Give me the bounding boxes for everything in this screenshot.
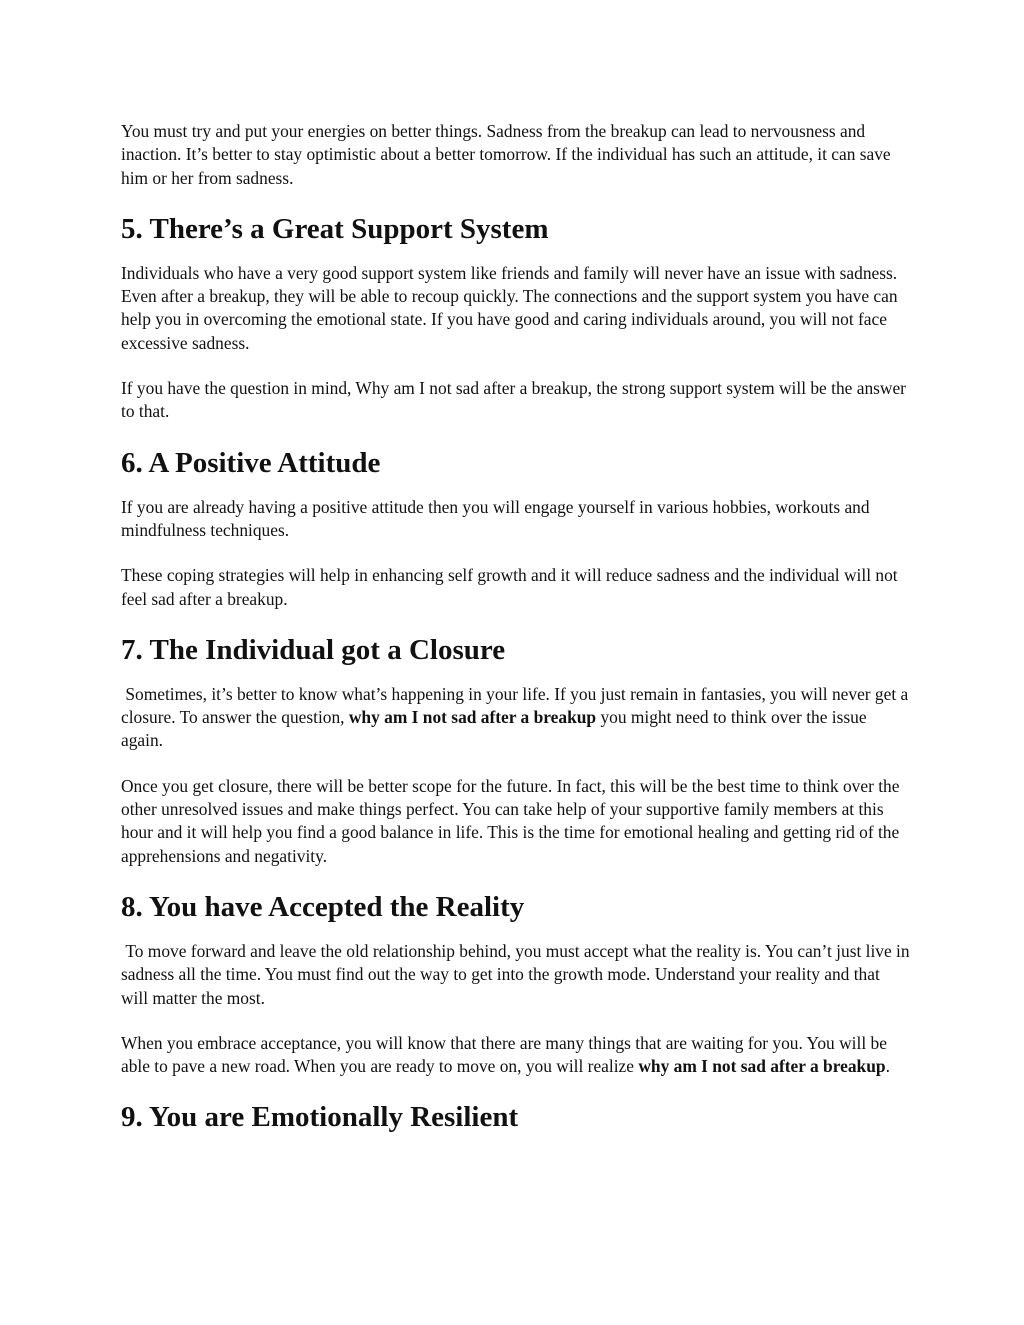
accepted-reality-paragraph-2-bold: why am I not sad after a breakup — [638, 1056, 886, 1077]
support-system-paragraph-2: If you have the question in mind, Why am I not sad after a breakup, the strong support system will be the answer to that. — [121, 378, 906, 422]
accepted-reality-paragraph-2-end: . — [885, 1056, 890, 1077]
intro-paragraph: You must try and put your energies on better things. Sadness from the breakup can lead to nervousness and inaction. It’s better to stay optimistic about a better tomorrow. If the individual has such an attitude, it can save him or her from sadness. — [121, 121, 891, 188]
positive-attitude-paragraph-2: These coping strategies will help in enhancing self growth and it will reduce sadness and the individual will not feel sad after a breakup. — [121, 565, 898, 609]
accepted-reality-paragraph-2 — [121, 1032, 911, 1079]
closure-paragraph-1-start: Sometimes, it’s better to know what’s happening in your life. If you just remain in fantasies, you will never get a closure. To answer the question, — [121, 683, 909, 728]
closure-paragraph-1 — [121, 683, 911, 753]
closure-paragraph-1-end: you might need to think over the issue again. — [121, 707, 867, 751]
heading-closure: 7. The Individual got a Closure — [121, 633, 506, 666]
heading-emotionally-resilient: 9. You are Emotionally Resilient — [121, 1101, 519, 1134]
accepted-reality-paragraph-1: To move forward and leave the old relationship behind, you must accept what the reality is. You can’t just live in sadness all the time. You must find out the way to get into the growth mode. Understand your reality and that will matter the most. — [121, 940, 910, 1008]
document-page — [121, 120, 911, 1134]
closure-paragraph-2: Once you get closure, there will be better scope for the future. In fact, this will be the best time to think over the other unresolved issues and make things perfect. You can take help of your supportive family members at this hour and it will help you find a good balance in life. This is the time for emotional healing and getting rid of the apprehensions and negativity. — [121, 775, 900, 866]
positive-attitude-paragraph-1: If you are already having a positive attitude then you will engage yourself in various hobbies, workouts and mindfulness techniques. — [121, 496, 870, 540]
heading-support-system: 5. There’s a Great Support System — [121, 212, 549, 245]
heading-positive-attitude: 6. A Positive Attitude — [121, 446, 381, 479]
heading-accepted-reality: 8. You have Accepted the Reality — [121, 890, 525, 923]
support-system-paragraph-1: Individuals who have a very good support system like friends and family will never have an issue with sadness. Even after a breakup, they will be able to recoup quickly. The connections and the support system you have can help you in overcoming the emotional state. If you have good and caring individuals around, you will not face excessive sadness. — [121, 262, 898, 353]
accepted-reality-paragraph-2-start: When you embrace acceptance, you will know that there are many things that are waiting for you. You will be able to pave a new road. When you are ready to move on, you will realize — [121, 1032, 887, 1077]
closure-paragraph-1-bold: why am I not sad after a breakup — [348, 707, 597, 728]
